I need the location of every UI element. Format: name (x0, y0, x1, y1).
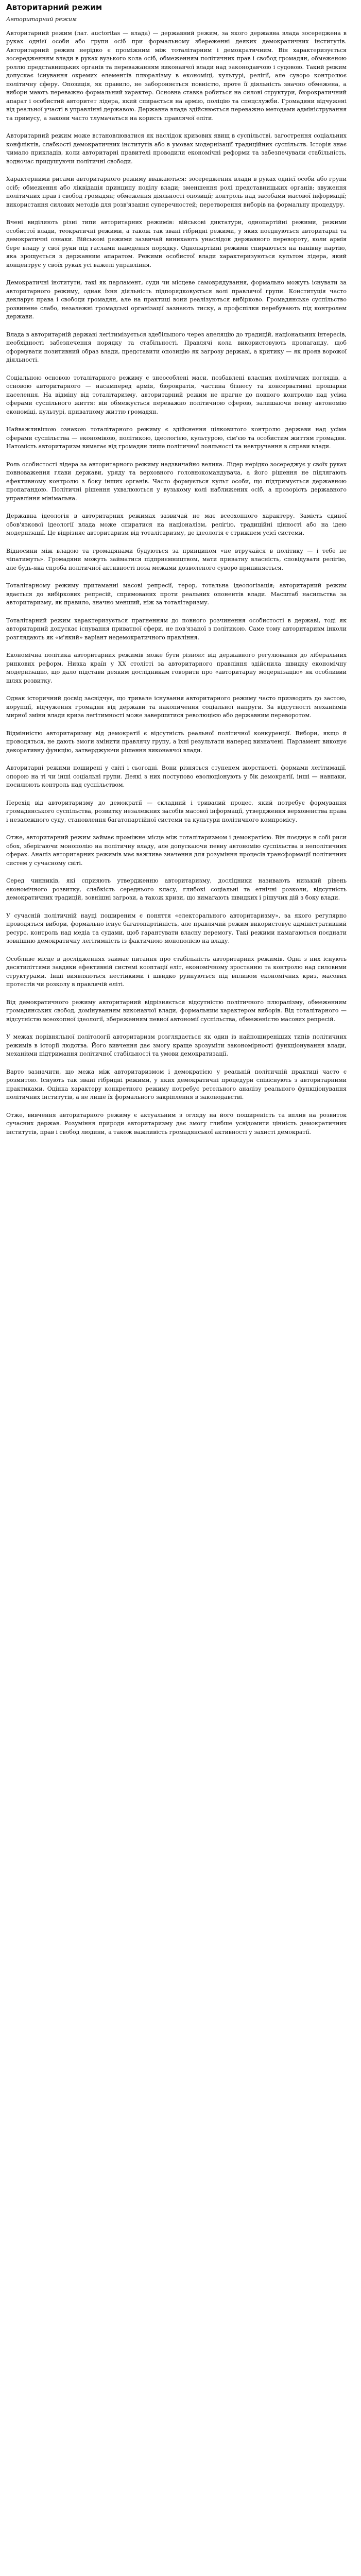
article-paragraph: Авторитарні режими поширені у світі і сьогодні. Вони різняться ступенем жорсткості, формами легітимації, опорою на ті чи інші соціальні групи. Деякі з них поступово еволюціонують у бік демократії, інші — навпаки, посилюють контроль над суспільством. (6, 765, 347, 788)
article-paragraph: Соціальною основою тоталітарного режиму є знеособлені маси, позбавлені власних політичних поглядів, а основою авторитарного — насамперед армія, бюрократія, частина бізнесу та консервативні прошарки населення. На відміну від тоталітаризму, авторитарний режим не прагне до повного контролю над усіма сферами суспільного життя: він обмежується переважно політичною сферою, залишаючи певну автономію економіці, культурі, приватному життю громадян. (6, 374, 347, 415)
article-paragraph: Тоталітарний режим характеризується прагненням до повного розчинення особистості в державі, тоді як авторитарний допускає існування приватної сфери, не пов'язаної з політикою. Саме тому авторитаризм інколи розглядають як «м'який» варіант недемократичного правління. (6, 617, 347, 641)
article-paragraph: Влада в авторитарній державі легітимізується здебільшого через апеляцію до традицій, національних інтересів, необхідності забезпечення порядку та стабільності. Правлячі кола використовують пропаганду, щоб сформувати позитивний образ влади, представити опозицію як загрозу державі, а критику — як прояв ворожої діяльності. (6, 331, 347, 363)
article-paragraph: Авторитарний режим (лат. auctoritas — влада) — державний режим, за якого державна влада зосереджена в руках однієї особи або групи осіб при формальному збереженні деяких демократичних інститутів. Авторитарний режим нерідко є проміжним між тоталітарним і демократичним. Він характеризується зосередженням влади в руках вузького кола осіб, обмеженням політичних прав і свобод громадян, обмеженою роллю представницьких органів та переважанням виконавчої влади над законодавчою і судовою. Такий режим допускає існування окремих елементів плюралізму в економіці, культурі, релігії, але суворо контролює політичну сферу. Опозиція, як правило, не забороняється повністю, проте її діяльність значно обмежена, а вибори мають переважно формальний характер. Основна ставка робиться на силові структури, бюрократичний апарат і особистий авторитет лідера, який спирається на армію, поліцію та спецслужби. Громадяни відчужені від реальної участі в управлінні державою. Державна влада здійснюється переважно методами адміністрування та примусу, а закони часто тлумачаться на користь правлячої еліти. (6, 29, 347, 122)
page-subtitle: Авторитарний режим (6, 16, 77, 23)
article-paragraph: Вчені виділяють різні типи авторитарних режимів: військові диктатури, однопартійні режими, режими особистої влади, теократичні режими, а також так звані гібридні режими, у яких поєднуються авторитарні та демократичні ознаки. Військові режими зазвичай виникають унаслідок державного перевороту, коли армія бере владу у свої руки під гаслами наведення порядку. Однопартійні режими спираються на панівну партію, яка зрощується з державним апаратом. Режими особистої влади характеризуються культом лідера, який концентрує у своїх руках усі важелі управління. (6, 219, 347, 268)
article-paragraph: Характерними рисами авторитарного режиму вважаються: зосередження влади в руках однієї особи або групи осіб; обмеження або ліквідація принципу поділу влади; зменшення ролі представницьких органів; звуження політичних прав і свобод громадян; обмеження діяльності опозиції; контроль над засобами масової інформації; використання силових методів для розв'язання суперечностей; перетворення виборів на формальну процедуру. (6, 176, 347, 208)
article-paragraph: Тоталітарному режиму притаманні масові репресії, терор, тотальна ідеологізація; авторитарний режим вдається до вибіркових репресій, спрямованих проти реальних опонентів влади. Масштаб насильства за авторитаризму, як правило, значно менший, ніж за тоталітаризму. (6, 582, 347, 606)
article-paragraph: Отже, вивчення авторитарного режиму є актуальним з огляду на його поширеність та вплив на розвиток сучасних держав. Розуміння природи авторитаризму дає змогу глибше усвідомити цінність демократичних інститутів, прав і свобод людини, а також важливість громадянської активності у захисті демократії. (6, 1111, 347, 1136)
article-paragraph: Роль особистості лідера за авторитарного режиму надзвичайно велика. Лідер нерідко зосереджує у своїх руках повноваження глави держави, уряду та верховного головнокомандувача, а його рішення не підлягають ефективному контролю з боку інших органів. Часто формується культ особи, що підтримується державною пропагандою. Політичні рішення ухвалюються у вузькому колі наближених осіб, а прозорість державного управління мінімальна. (6, 461, 347, 502)
article-paragraph: Найважливішою ознакою тоталітарного режиму є здійснення цілковитого контролю держави над усіма сферами суспільства — економікою, політикою, ідеологією, культурою, сім'єю та особистим життям громадян. Натомість авторитаризм вимагає від громадян лише політичної лояльності та невтручання в справи влади. (6, 426, 347, 450)
article-paragraph: Авторитарний режим може встановлюватися як наслідок кризових явищ в суспільстві, загострення соціальних конфліктів, слабкості демократичних інститутів або в умовах модернізації традиційних суспільств. Історія знає чимало прикладів, коли авторитарні правителі проводили економічні реформи та забезпечували стабільність, водночас придушуючи політичні свободи. (6, 132, 347, 165)
article-paragraph: Отже, авторитарний режим займає проміжне місце між тоталітаризмом і демократією. Він поєднує в собі риси обох, зберігаючи монополію на політичну владу, але допускаючи певну автономію суспільства в неполітичних сферах. Аналіз авторитарних режимів має важливе значення для розуміння процесів трансформації політичних систем у сучасному світі. (6, 834, 347, 867)
article-paragraph: У сучасній політичній науці поширеним є поняття «електорального авторитаризму», за якого регулярно проводяться вибори, формально існує багатопартійність, але правлячий режим використовує адміністративний ресурс, контроль над медіа та судами, щоб гарантувати власну перемогу. Такі режими намагаються поєднати зовнішню демократичну легітимність із фактичною монополією на владу. (6, 912, 347, 944)
article-page (0, 0, 351, 1152)
article-paragraph: Серед чинників, які сприяють утвердженню авторитаризму, дослідники називають низький рівень економічного розвитку, слабкість середнього класу, глибокі соціальні та етнічні розколи, відсутність демократичних традицій, зовнішні загрози, а також кризи, що вимагають швидких і рішучих дій з боку влади. (6, 877, 347, 901)
article-paragraph: У межах порівняльної політології авторитаризм розглядається як один із найпоширеніших типів політичних режимів в історії людства. Його вивчення дає змогу краще зрозуміти закономірності функціонування влади, механізми підтримання політичної стабільності та умови демократизації. (6, 1033, 347, 1057)
page-title: Авторитарний режим (6, 3, 102, 12)
article-paragraph: Варто зазначити, що межа між авторитаризмом і демократією у реальній політичній практиці часто є розмитою. Існують так звані гібридні режими, у яких демократичні процедури співіснують з авторитарними практиками. Оцінка характеру конкретного режиму потребує ретельного аналізу реального функціонування політичних інститутів, а не лише їх формального закріплення в законодавстві. (6, 1068, 347, 1100)
article-paragraph: Державна ідеологія в авторитарних режимах зазвичай не має всеохопного характеру. Замість єдиної обов'язкової ідеології влада може спиратися на націоналізм, релігію, традиційні цінності або на ідею модернізації. Це відрізняє авторитаризм від тоталітаризму, де ідеологія є стрижнем усієї системи. (6, 513, 347, 536)
article-paragraph: Від демократичного режиму авторитарний відрізняється відсутністю політичного плюралізму, обмеженням громадянських свобод, домінуванням виконавчої влади, формальним характером виборів. Від тоталітарного — відсутністю всеохопної ідеології, збереженням певної автономії суспільства, обмеженістю масових репресій. (6, 998, 347, 1023)
article-paragraph: Перехід від авторитаризму до демократії — складний і тривалий процес, який потребує формування громадянського суспільства, розвитку незалежних засобів масової інформації, утвердження верховенства права і незалежного суду, становлення багатопартійної системи та культури політичного компромісу. (6, 799, 347, 823)
article-paragraph: Економічна політика авторитарних режимів може бути різною: від державного регулювання до ліберальних ринкових реформ. Низка країн у XX столітті за авторитарного правління здійснила швидку економічну модернізацію, що дало підстави деяким дослідникам говорити про «авторитарну модернізацію» як особливий шлях розвитку. (6, 652, 347, 684)
article-paragraph: Демократичні інститути, такі як парламент, суди чи місцеве самоврядування, формально можуть існувати за авторитарного режиму, однак їхня діяльність підпорядковується волі правлячої групи. Конституція часто декларує права і свободи громадян, але на практиці вони реалізуються вибірково. Громадянське суспільство розвинене слабо, незалежні громадські організації зазнають тиску, а профспілки перебувають під контролем держави. (6, 279, 347, 320)
article-paragraph: Однак історичний досвід засвідчує, що тривале існування авторитарного режиму часто призводить до застою, корупції, відчуження громадян від держави та накопичення соціальної напруги. За відсутності механізмів мирної зміни влади криза легітимності може завершитися революцією або державним переворотом. (6, 695, 347, 719)
article-body (6, 29, 347, 1137)
article-paragraph: Особливе місце в дослідженнях займає питання про стабільність авторитарних режимів. Одні з них існують десятиліттями завдяки ефективній системі кооптації еліт, економічному зростанню та контролю над силовими структурами. Інші виявляються нестійкими і швидко руйнуються під впливом економічних криз, масових протестів чи розколу в правлячій еліті. (6, 955, 347, 988)
article-paragraph: Відмінністю авторитаризму від демократії є відсутність реальної політичної конкуренції. Вибори, якщо й проводяться, не дають змоги змінити правлячу групу, а їхні результати наперед визначені. Парламент виконує декоративну функцію, затверджуючи рішення виконавчої влади. (6, 730, 347, 754)
article-paragraph: Відносини між владою та громадянами будуються за принципом «не втручайся в політику — і тебе не чіпатимуть». Громадяни можуть займатися підприємництвом, мати приватну власність, сповідувати релігію, але будь-яка спроба політичної активності поза межами дозволеного суворо припиняється. (6, 547, 347, 571)
